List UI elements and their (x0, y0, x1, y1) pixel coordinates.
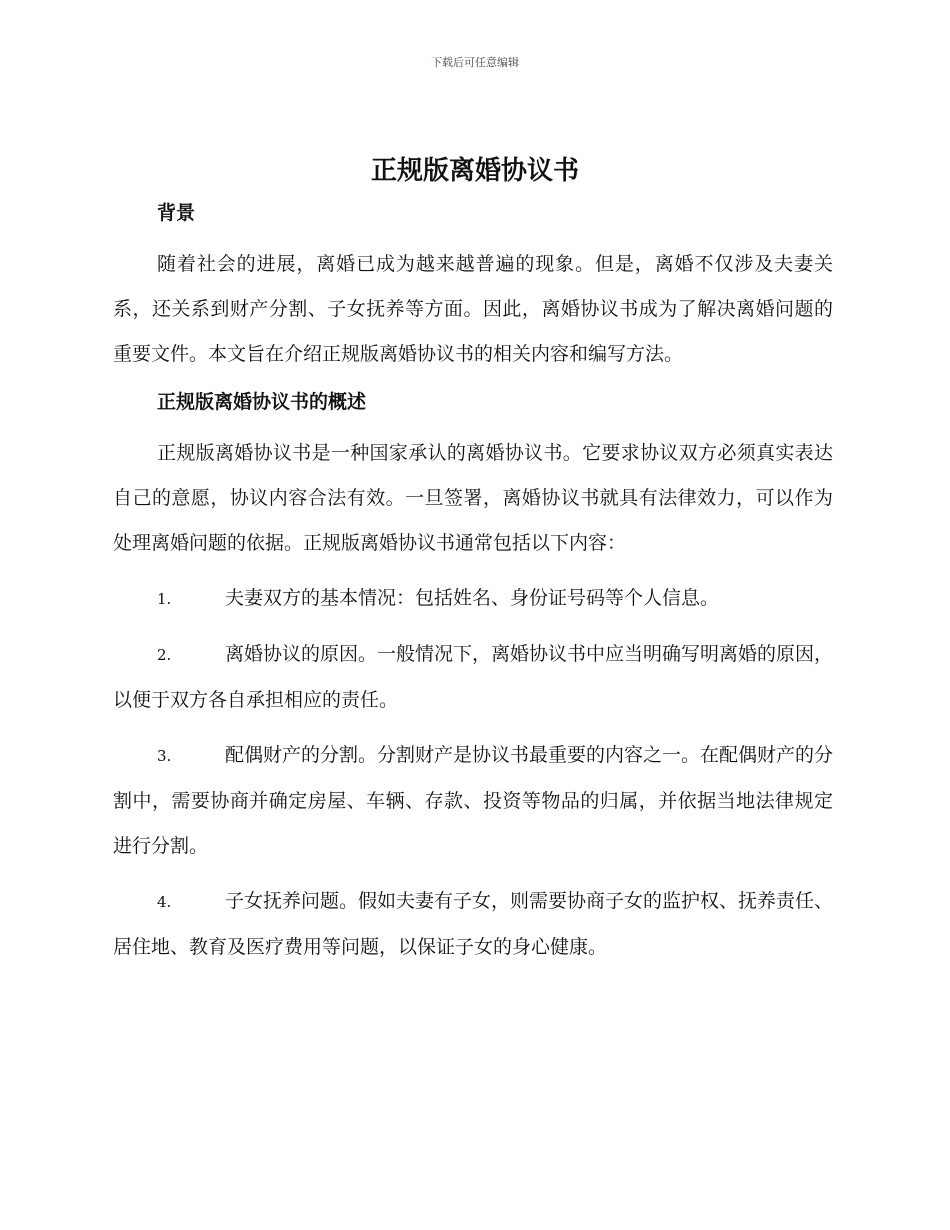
document-title: 正规版离婚协议书 (370, 156, 579, 186)
list-item (113, 879, 833, 970)
section-heading-background: 背景 (157, 202, 196, 224)
list-item-text: 配偶财产的分割。分割财产是协议书最重要的内容之一。在配偶财产的分割中，需要协商并确定房屋、车辆、存款、投资等物品的归属，并依据当地法律规定进行分割。 (113, 744, 834, 857)
document-body (113, 198, 833, 970)
list-item-number: 2. (157, 646, 172, 664)
list-item-number: 3. (157, 747, 172, 765)
list-item-number: 4. (157, 893, 172, 911)
list-item (113, 576, 833, 622)
list-item (113, 733, 833, 869)
list-item-text: 子女抚养问题。假如夫妻有子女，则需要协商子女的监护权、抚养责任、居住地、教育及医疗费用等问题，以保证子女的身心健康。 (113, 890, 834, 958)
list-item (113, 632, 833, 723)
list-item-text: 离婚协议的原因。一般情况下，离婚协议书中应当明确写明离婚的原因，以便于双方各自承担相应的责任。 (113, 643, 834, 711)
page-header-note: 下载后可任意编辑 (431, 56, 519, 69)
section-heading-overview: 正规版离婚协议书的概述 (157, 391, 367, 413)
list-item-text: 夫妻双方的基本情况：包括姓名、身份证号码等个人信息。 (225, 587, 720, 609)
list-item-number: 1. (157, 590, 172, 608)
paragraph-overview: 正规版离婚协议书是一种国家承认的离婚协议书。它要求协议双方必须真实表达自己的意愿，协议内容合法有效。一旦签署，离婚协议书就具有法律效力，可以作为处理离婚问题的依据。正规版离婚协议书通常包括以下内容： (113, 442, 833, 554)
paragraph-background: 随着社会的进展，离婚已成为越来越普遍的现象。但是，离婚不仅涉及夫妻关系，还关系到财产分割、子女抚养等方面。因此，离婚协议书成为了解决离婚问题的重要文件。本文旨在介绍正规版离婚协议书的相关内容和编写方法。 (113, 253, 833, 365)
